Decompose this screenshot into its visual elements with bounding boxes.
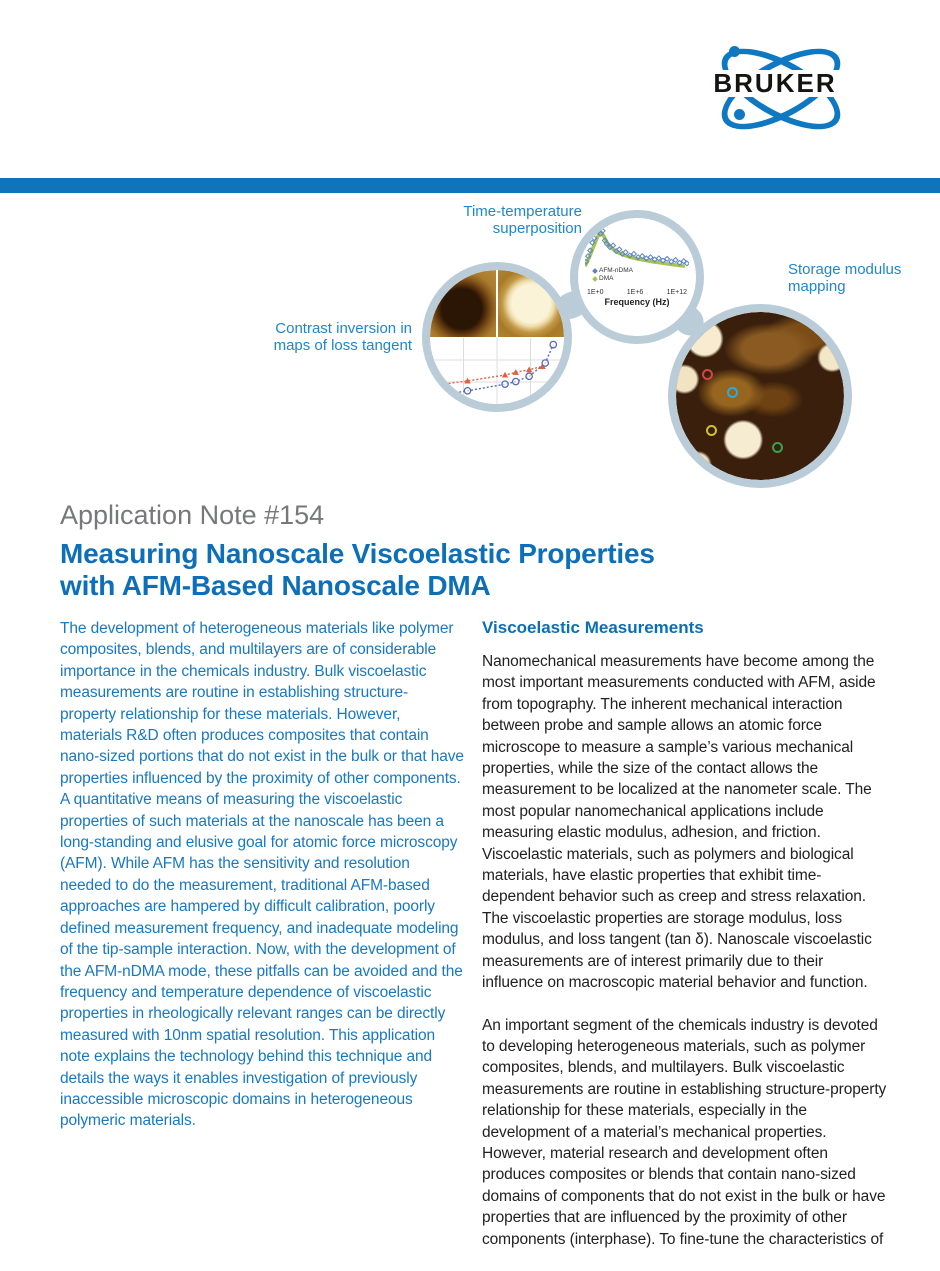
logo-wordmark: BRUKER [682, 70, 868, 97]
body-paragraph-2: An important segment of the chemicals industry is devoted to developing heterogeneous materials, such as polymer composites, blends, and multilayers. Bulk viscoelastic measurements are routine in establishing structure-property relationship for these materials, especially in the development of a material’s mechanical properties. However, material research and development often produces composites or blends that contain nano-sized domains of components that do not exist in the bulk or have properties that are influenced by the proximity of other components (interphase). To fine-tune the characteristics of [482, 1016, 887, 1248]
main-column [482, 618, 888, 1271]
legend-item-dma: DMA [593, 275, 633, 283]
circle-contrast-inversion [422, 262, 572, 412]
afm-image-dark-domain [430, 270, 498, 337]
logo-dot-icon [734, 109, 745, 120]
marker-ring-green [772, 442, 783, 453]
section-heading-viscoelastic-measurements: Viscoelastic Measurements [482, 618, 704, 637]
label-storage-modulus-mapping: Storage modulus mapping [788, 261, 902, 295]
dma-marker-icon [592, 276, 598, 282]
marker-ring-red [702, 369, 713, 380]
storage-modulus-afm-image [676, 312, 844, 480]
marker-ring-cyan [727, 387, 738, 398]
page-title: Measuring Nanoscale Viscoelastic Properties with AFM-Based Nanoscale DMA [60, 538, 655, 601]
intro-paragraph: The development of heterogeneous materials like polymer composites, blends, and multilayers are of considerable importance in the chemicals industry. Bulk viscoelastic measurements are routine in establishing structure-property relationship for these materials. However, materials R&D often produces composites that contain nano-sized portions that do not exist in the bulk or that have properties influenced by the proximity of other components. A quantitative means of measuring the viscoelastic properties of such materials at the nanoscale has been a long-standing and elusive goal for atomic force microscopy (AFM). While AFM has the sensitivity and resolution needed to do the measurement, traditional AFM-based approaches are hampered by difficult calibration, poorly defined measurement frequency, and inadequate modeling of the tip-sample interaction. Now, with the development of the AFM-nDMA mode, these pitfalls can be avoided and the frequency and temperature dependence of viscoelastic properties in rheologically relevant ranges can be directly measured with 10nm spatial resolution. This application note explains the technology behind this technique and details the ways it enables investigation of previously inaccessible microscopic domains in heterogeneous polymeric materials. [60, 620, 464, 1130]
tts-x-axis-label: Frequency (Hz) [604, 297, 670, 307]
afm-loss-tangent-images [430, 270, 564, 337]
body-columns [60, 618, 888, 1271]
label-contrast-inversion: Contrast inversion in maps of loss tangent [273, 320, 412, 354]
afm-image-bright-domain [498, 270, 564, 337]
bruker-logo [682, 38, 868, 138]
brand-bar [0, 178, 940, 193]
loss-tangent-plot [430, 338, 564, 404]
loss-tangent-chart [430, 337, 564, 404]
label-time-temperature-superposition: Time-temperature superposition [463, 203, 582, 237]
page-kicker: Application Note #154 [60, 500, 325, 530]
title-block [60, 500, 880, 602]
tts-x-ticks: 1E+0 1E+6 1E+12 [587, 289, 687, 296]
marker-ring-yellow [706, 425, 717, 436]
tts-legend [593, 267, 633, 283]
legend-item-afm-ndma: AFM-nDMA [593, 267, 633, 275]
circle-storage-modulus [668, 304, 852, 488]
afm-ndma-marker-icon [592, 268, 598, 274]
intro-column [60, 618, 464, 1271]
logo-dot-icon [729, 46, 740, 57]
body-paragraph-1: Nanomechanical measurements have become among the most important measurements conducted with AFM, aside from topography. The inherent mechanical interaction between probe and sample allows an atomic force microscope to measure a sample’s various mechanical properties, while the size of the contact allows the measurement to be localized at the nanometer scale. The most popular nanomechanical applications include measuring elastic modulus, adhesion, and friction. Viscoelastic materials, such as polymers and biological materials, have elastic properties that exhibit time-dependent behavior such as creep and stress relaxation. The viscoelastic properties are storage modulus, loss modulus, and loss tangent (tan δ). Nanoscale viscoelastic measurements are of interest primarily due to their influence on macroscopic material behavior and function. [482, 653, 876, 992]
